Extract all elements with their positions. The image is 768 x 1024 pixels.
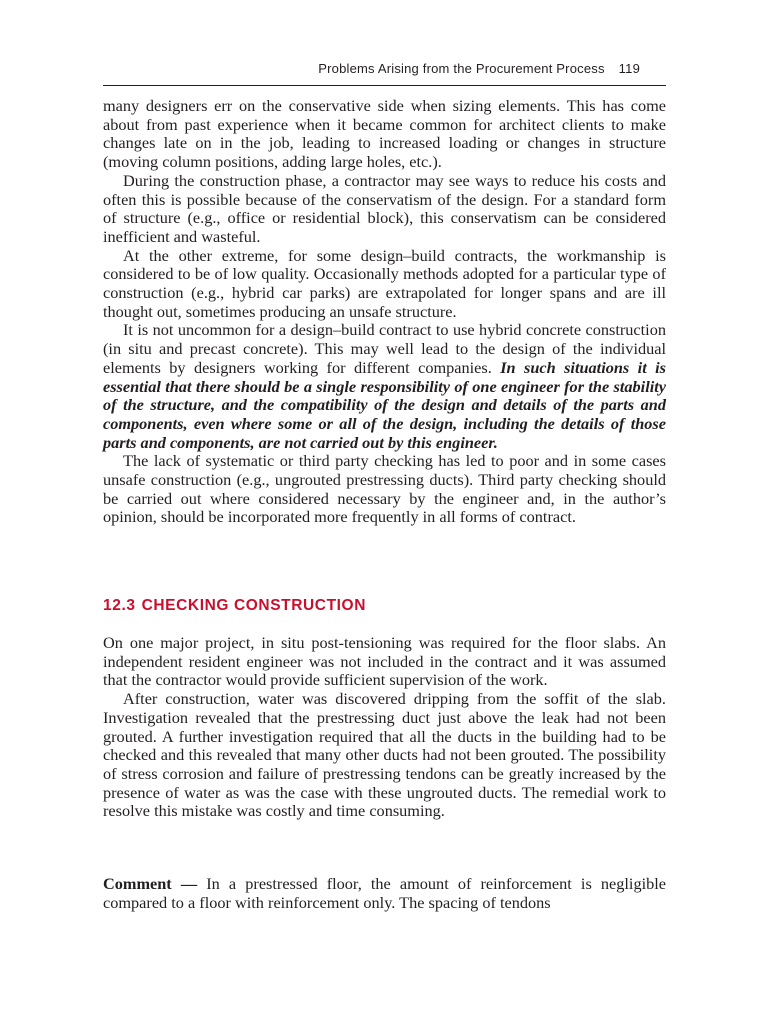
comment-label: Comment — (103, 874, 198, 893)
paragraph-construction-phase: During the construction phase, a contractor may see ways to reduce his costs and often this is possible because of the conservatism of the design. For a standard form of structure (e.g., office or residential block), this conservatism can be considered inefficient and wasteful. (103, 170, 666, 246)
paragraph-post-tensioning-project: On one major project, in situ post-tensioning was required for the floor slabs. An independent resident engineer was not included in the contract and it was assumed that the contractor would provide sufficient supervision of the work. (103, 633, 666, 690)
paragraph-hybrid-concrete (103, 321, 666, 452)
running-head (318, 61, 640, 76)
comment-block (103, 875, 666, 912)
paragraph-design-build-workmanship: At the other extreme, for some design–build contracts, the workmanship is considered to be of low quality. Occasionally methods adopted for a particular type of construction (e.g., hybrid car parks) are extrapolated for longer spans and are ill thought out, sometimes producing an unsafe structure. (103, 245, 666, 321)
paragraph-comment (103, 875, 666, 912)
paragraph-hybrid-concrete-text: It is not uncommon for a design–build contract to use hybrid concrete construction (in situ and precast concrete). This may well lead to the design of the individual elements by designers working for different companies. (103, 320, 666, 377)
page-number: 119 (618, 61, 640, 76)
paragraph-third-party-checking: The lack of systematic or third party checking has led to poor and in some cases unsafe construction (e.g., ungrouted prestressing ducts). Third party checking should be carried out where considered necessary by the engineer and, in the author’s opinion, should be incorporated more frequently in all forms of contract. (103, 451, 666, 527)
body-text-section (103, 634, 666, 821)
paragraph-conservative-design: many designers err on the conservative side when sizing elements. This has come about from past experience when it became common for architect clients to make changes late on in the job, leading to increased loading or changes in structure (moving column positions, adding large holes, etc.). (103, 96, 666, 172)
single-responsibility-emphasis: In such situations it is essential that there should be a single responsibility of one engineer for the stability of the structure, and the compatibility of the design and details of the parts and components, even where some or all of the design, including the details of those parts and components, are not carried out by this engineer. (103, 357, 666, 452)
section-title: CHECKING CONSTRUCTION (141, 597, 367, 614)
section-number: 12.3 (103, 597, 136, 614)
running-title: Problems Arising from the Procurement Process (318, 61, 605, 76)
section-heading (103, 597, 366, 615)
comment-text: In a prestressed floor, the amount of reinforcement is negligible compared to a floor with reinforcement only. The spacing of tendons (103, 874, 667, 912)
paragraph-water-investigation: After construction, water was discovered dripping from the soffit of the slab. Investigation revealed that the prestressing duct just above the leak had not been grouted. A further investigation required that all the ducts in the building had to be checked and this revealed that many other ducts had not been grouted. The possibility of stress corrosion and failure of prestressing tendons can be greatly increased by the presence of water as was the case with these ungrouted ducts. The remedial work to resolve this mistake was costly and time consuming. (103, 689, 666, 821)
body-text-upper (103, 97, 666, 527)
header-rule (103, 85, 666, 86)
